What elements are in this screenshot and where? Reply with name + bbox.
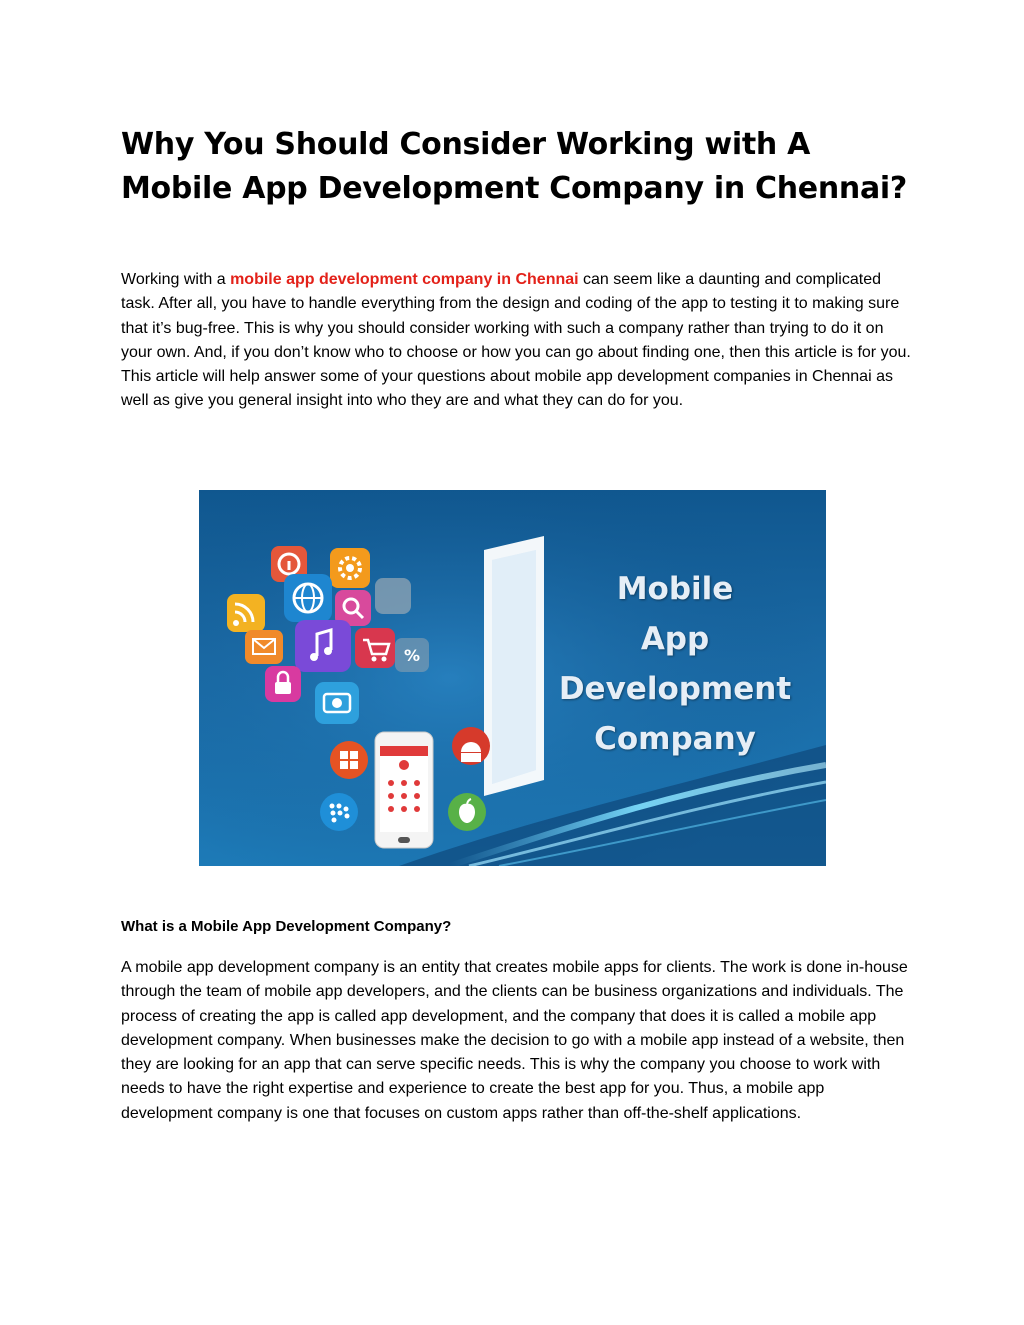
windows-icon <box>330 741 368 779</box>
music-icon <box>295 620 351 672</box>
intro-text-start: Working with a <box>121 271 231 288</box>
tablet-outline <box>484 536 544 796</box>
hero-banner-image <box>199 490 826 866</box>
section-paragraph: A mobile app development company is an entity that creates mobile apps for clients. The work is done in-house through the team of mobile app developers, and the clients can be business organizations and individuals. The process of creating the app is called app development, and the company that does it is called a mobile app development company. When businesses make the decision to go with a mobile app instead of a website, then they are looking for an app that can serve specific needs. This is why the company you choose to work with needs to have the right expertise and experience to create the best app for you. Thus, a mobile app development company is one that focuses on custom apps rather than off-the-shelf applications. <box>121 959 908 1122</box>
intro-paragraph <box>121 268 911 414</box>
mail-icon <box>245 630 283 664</box>
company-link[interactable]: mobile app development company in Chennai <box>230 271 579 288</box>
lock-icon <box>265 666 301 702</box>
percent-icon <box>395 638 429 672</box>
hero-caption-line: App <box>640 621 710 657</box>
cart-icon <box>355 628 395 668</box>
apple-icon <box>448 793 486 831</box>
android-icon <box>452 727 490 765</box>
rss-icon <box>227 594 265 632</box>
grid-icon <box>375 578 411 614</box>
camera-icon <box>315 682 359 724</box>
hero-caption-line: Company <box>594 721 756 757</box>
smartphone-illustration <box>375 732 433 848</box>
gear-icon <box>330 548 370 588</box>
hero-caption-line: Development <box>558 671 792 707</box>
page-title: Why You Should Consider Working with A Mobile App Development Company in Chennai? <box>121 127 907 206</box>
blackberry-icon <box>320 793 358 831</box>
hero-caption <box>545 564 805 764</box>
hero-caption-line: Mobile <box>616 571 734 607</box>
svg-text:%: % <box>403 646 421 665</box>
intro-text-rest: can seem like a daunting and complicated task. After all, you have to handle everything from the design and coding of the app to testing it to making sure that it’s bug-free. This is why you should consider working with such a company rather than trying to do it on your own. And, if you don’t know who to choose or how you can go about finding one, then this article is for you. This article will help answer some of your questions about mobile app development companies in Chennai as well as give you general insight into who they are and what they can do for you. <box>121 271 911 410</box>
globe-icon <box>284 574 332 622</box>
section-heading: What is a Mobile App Development Company? <box>121 918 452 935</box>
